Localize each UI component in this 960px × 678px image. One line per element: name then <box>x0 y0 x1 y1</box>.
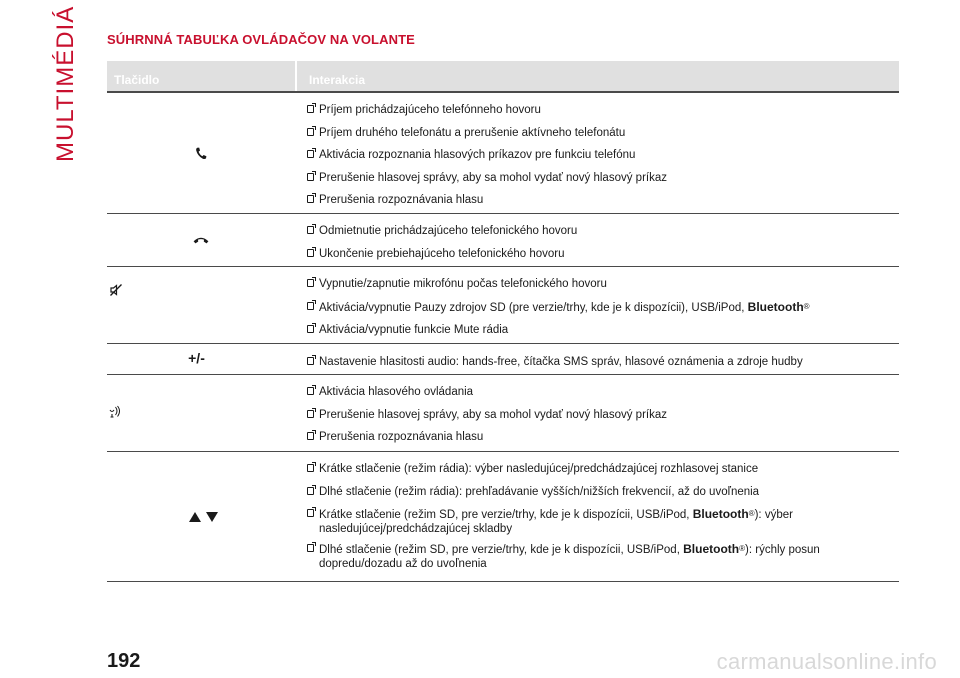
interaction-cell <box>300 93 899 213</box>
list-item: Aktivácia/vypnutie funkcie Mute rádia <box>307 323 899 337</box>
list-item: Krátke stlačenie (režim SD, pre verzie/trhy, kde je k dispozícii, USB/iPod, Bluetooth®): výber nasledujúcej/predchádzajúcej skladby <box>307 507 899 536</box>
table-row-arrows <box>107 452 899 582</box>
checkbox-bullet-icon <box>307 544 314 552</box>
list-item: Vypnutie/zapnutie mikrofónu počas telefonického hovoru <box>307 277 899 291</box>
registered-mark: ® <box>748 509 755 518</box>
checkbox-bullet-icon <box>307 195 314 203</box>
checkbox-bullet-icon <box>307 249 314 257</box>
key-cell <box>107 93 300 213</box>
list-item: Krátke stlačenie (režim rádia): výber nasledujúcej/predchádzajúcej rozhlasovej stanice <box>307 462 899 476</box>
list-item: Prerušenie hlasovej správy, aby sa mohol vydať nový hlasový príkaz <box>307 171 899 185</box>
hang-up-icon <box>193 236 209 244</box>
checkbox-bullet-icon <box>307 226 314 234</box>
list-item: Nastavenie hlasitosti audio: hands-free, čítačka SMS správ, hlasové oznámenia a zdroje hudby <box>307 355 899 369</box>
table-row-phone <box>107 93 899 214</box>
list-item: Prerušenie hlasovej správy, aby sa mohol vydať nový hlasový príkaz <box>307 408 899 422</box>
side-section-label: MULTIMÉDIÁ <box>52 5 79 162</box>
key-cell <box>107 267 300 343</box>
header-separator <box>295 61 297 91</box>
key-cell <box>107 344 300 374</box>
table-row-voice <box>107 375 899 452</box>
interaction-cell <box>300 452 899 581</box>
bluetooth-label: Bluetooth <box>747 299 804 314</box>
page-number: 192 <box>107 650 141 672</box>
checkbox-bullet-icon <box>307 173 314 181</box>
interaction-cell <box>300 214 899 266</box>
checkbox-bullet-icon <box>307 357 314 365</box>
checkbox-bullet-icon <box>307 150 314 158</box>
checkbox-bullet-icon <box>307 325 314 333</box>
list-item: Príjem druhého telefonátu a prerušenie aktívneho telefonátu <box>307 126 899 140</box>
checkbox-bullet-icon <box>307 279 314 287</box>
registered-mark: ® <box>803 301 810 311</box>
checkbox-bullet-icon <box>307 432 314 440</box>
registered-mark: ® <box>739 544 746 553</box>
list-item: Odmietnutie prichádzajúceho telefonického hovoru <box>307 224 899 238</box>
header-interaction-column: Interakcia <box>309 73 366 87</box>
list-item: Dlhé stlačenie (režim rádia): prehľadávanie vyšších/nižších frekvencií, až do uvoľnenia <box>307 485 899 499</box>
list-item: Príjem prichádzajúceho telefónneho hovoru <box>307 103 899 117</box>
list-item: Prerušenia rozpoznávania hlasu <box>307 430 899 444</box>
list-item: Aktivácia hlasového ovládania <box>307 385 899 399</box>
checkbox-bullet-icon <box>307 487 314 495</box>
key-cell <box>107 214 300 266</box>
table-row-hang-up <box>107 214 899 267</box>
list-item: Aktivácia/vypnutie Pauzy zdrojov SD (pre verzie/trhy, kde je k dispozícii), USB/iPod, Bluetooth® <box>307 300 899 315</box>
interaction-cell <box>300 375 899 451</box>
list-item: Dlhé stlačenie (režim SD, pre verzie/trhy, kde je k dispozícii, USB/iPod, Bluetooth®): rýchly posun dopredu/dozadu až do uvoľnenia <box>307 542 899 571</box>
checkbox-bullet-icon <box>307 387 314 395</box>
interaction-cell <box>300 344 899 374</box>
checkbox-bullet-icon <box>307 464 314 472</box>
checkbox-bullet-icon <box>307 509 314 517</box>
watermark: carmanualsonline.info <box>716 649 937 674</box>
table-row-mute <box>107 267 899 344</box>
checkbox-bullet-icon <box>307 410 314 418</box>
checkbox-bullet-icon <box>307 105 314 113</box>
volume-key-label: +/- <box>188 350 205 366</box>
checkbox-bullet-icon <box>307 302 314 310</box>
list-item: Aktivácia rozpoznania hlasových príkazov pre funkciu telefónu <box>307 148 899 162</box>
key-cell <box>107 375 300 451</box>
bluetooth-label: Bluetooth <box>692 507 749 521</box>
bluetooth-label: Bluetooth <box>683 542 740 556</box>
table-header <box>107 61 899 93</box>
controls-table <box>107 61 899 582</box>
section-title: SÚHRNNÁ TABUĽKA OVLÁDAČOV NA VOLANTE <box>107 32 415 47</box>
table-row-volume <box>107 344 899 375</box>
voice-command-icon <box>109 405 121 418</box>
list-item: Ukončenie prebiehajúceho telefonického hovoru <box>307 247 899 261</box>
checkbox-bullet-icon <box>307 128 314 136</box>
phone-icon <box>195 147 207 160</box>
up-down-arrows-icon <box>188 511 219 523</box>
interaction-cell <box>300 267 899 343</box>
header-button-column: Tlačidlo <box>114 73 160 87</box>
mute-icon <box>110 284 122 296</box>
list-item: Prerušenia rozpoznávania hlasu <box>307 193 899 207</box>
key-cell <box>107 452 300 581</box>
